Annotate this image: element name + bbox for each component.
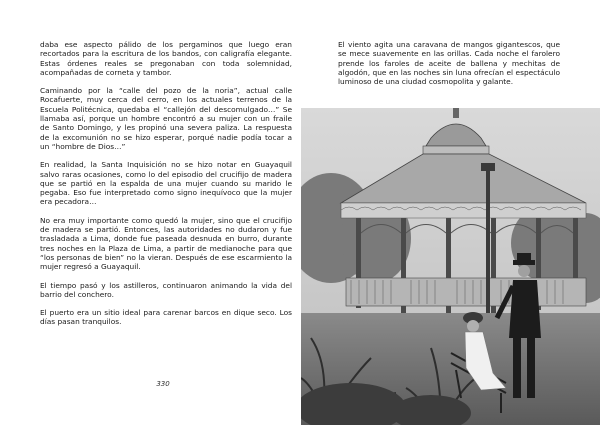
paragraph: El tiempo pasó y los astilleros, continuaron animando la vida del barrio del conchero. [40, 280, 292, 299]
paragraph: El viento agita una caravana de mangos gigantescos, que se mece suavemente en las orillas. Cada noche el farolero prende los faroles de aceite de ballena y mechitas de algodón, que en las noches sin luna ofrecían el espectáculo luminoso de una ciudad cosmopolita y galante. [338, 40, 560, 87]
left-page-text [40, 40, 292, 336]
paragraph: En realidad, la Santa Inquisición no se hizo notar en Guayaquil salvo raras ocasiones, como lo del episodio del crucifijo de madera que se partió en la espalda de una mujer cuando su marido le pegaba. Eso fue interpretado como signo inequívoco que la mujer era pecadora… [40, 160, 292, 207]
page-number: 330 [156, 380, 170, 388]
paragraph: daba ese aspecto pálido de los pergaminos que luego eran recortados para la escritura de los bandos, con caligrafía elegante. Estas órdenes reales se pregonaban con toda solemnidad, acompañadas de corneta y tambor. [40, 40, 292, 77]
historic-photo [301, 108, 600, 425]
kiosk-photo-illustration [301, 108, 600, 425]
right-page-text [338, 40, 560, 86]
paragraph: No era muy importante como quedó la mujer, sino que el crucifijo de madera se partió. Entonces, las autoridades no dudaron y fue trasladada a Lima, donde fue paseada desnuda en burro, durante tres noches en la Plaza de Lima, a partir de medianoche para que “los personas de bien” no la vieran. Después de ese escarmiento la mujer regresó a Guayaquil. [40, 215, 292, 272]
paragraph: Caminando por la “calle del pozo de la noria”, actual calle Rocafuerte, muy cerca del cerro, en los actuales terrenos de la Escuela Politécnica, quedaba el “callejón del descomulgado…” Se llamaba así, porque un hombre encontró a su mujer con un fraile de Santo Domingo, y les propinó una severa paliza. La respuesta de la excomunión no se hizo esperar, porqué nadie podía tocar a un “hombre de Dios…” [40, 86, 292, 151]
paragraph: El puerto era un sitio ideal para carenar barcos en dique seco. Los días pasan tranquilos. [40, 308, 292, 327]
